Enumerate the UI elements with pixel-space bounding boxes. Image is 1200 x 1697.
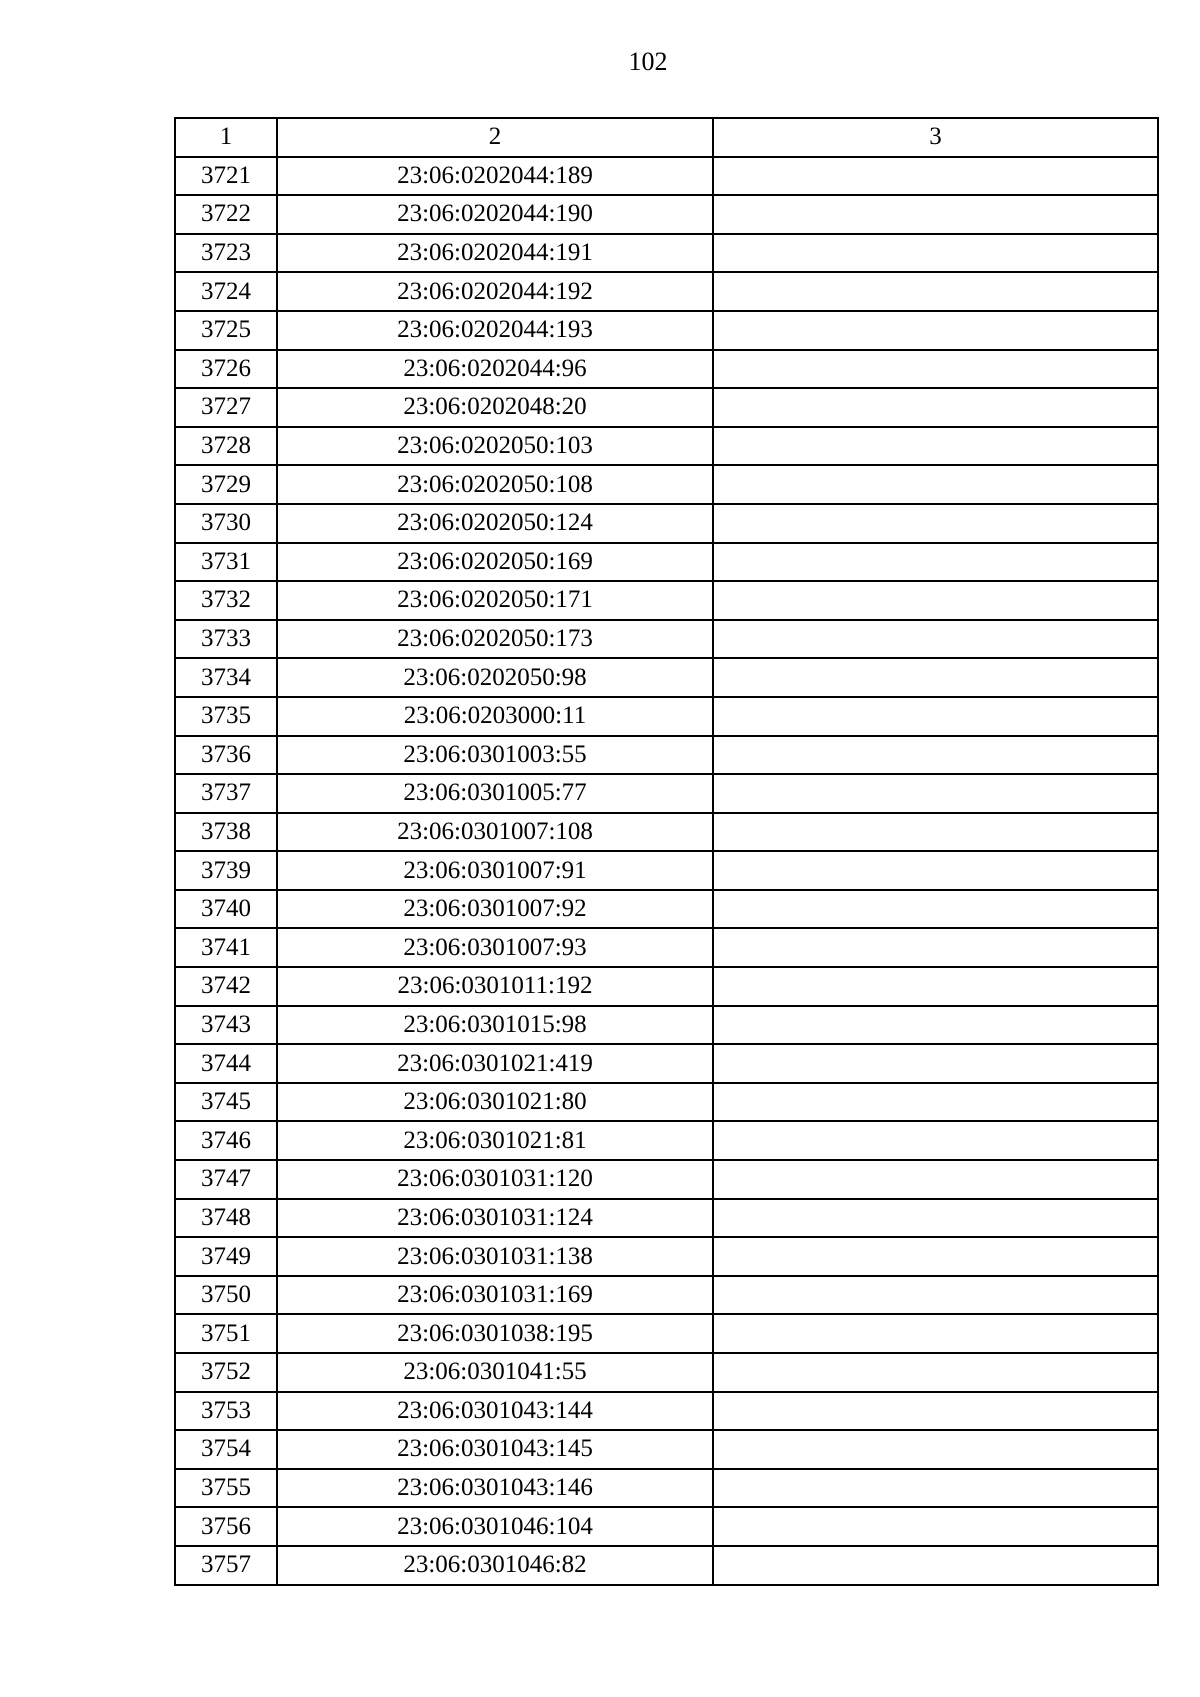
table-row bbox=[175, 350, 1158, 389]
row-number-cell: 3723 bbox=[175, 234, 277, 273]
table-row bbox=[175, 1392, 1158, 1431]
notes-cell bbox=[713, 1276, 1158, 1315]
cadastral-number-cell: 23:06:0301046:82 bbox=[277, 1546, 713, 1585]
row-number-cell: 3739 bbox=[175, 851, 277, 890]
table-row bbox=[175, 697, 1158, 736]
table-row bbox=[175, 465, 1158, 504]
table-row bbox=[175, 1237, 1158, 1276]
cadastral-number-cell: 23:06:0301031:120 bbox=[277, 1160, 713, 1199]
table-row bbox=[175, 1469, 1158, 1508]
row-number-cell: 3752 bbox=[175, 1353, 277, 1392]
table-row bbox=[175, 1276, 1158, 1315]
table-row bbox=[175, 1314, 1158, 1353]
page-number: 102 bbox=[628, 47, 668, 76]
row-number-cell: 3730 bbox=[175, 504, 277, 543]
notes-cell bbox=[713, 620, 1158, 659]
notes-cell bbox=[713, 1083, 1158, 1122]
cadastral-number-cell: 23:06:0301011:192 bbox=[277, 967, 713, 1006]
row-number-cell: 3736 bbox=[175, 736, 277, 775]
table-row bbox=[175, 851, 1158, 890]
table-row bbox=[175, 388, 1158, 427]
table-row bbox=[175, 1006, 1158, 1045]
cadastral-number-cell: 23:06:0301043:145 bbox=[277, 1430, 713, 1469]
cadastral-number-cell: 23:06:0202050:108 bbox=[277, 465, 713, 504]
row-number-cell: 3737 bbox=[175, 774, 277, 813]
notes-cell bbox=[713, 427, 1158, 466]
cadastral-number-cell: 23:06:0202050:124 bbox=[277, 504, 713, 543]
table-row bbox=[175, 1507, 1158, 1546]
table-body bbox=[175, 157, 1158, 1585]
notes-cell bbox=[713, 928, 1158, 967]
cadastral-number-cell: 23:06:0301043:146 bbox=[277, 1469, 713, 1508]
notes-cell bbox=[713, 658, 1158, 697]
cadastral-number-cell: 23:06:0301003:55 bbox=[277, 736, 713, 775]
table-row bbox=[175, 543, 1158, 582]
cadastral-number-cell: 23:06:0202050:171 bbox=[277, 581, 713, 620]
row-number-cell: 3740 bbox=[175, 890, 277, 929]
table-row bbox=[175, 272, 1158, 311]
column-header-1: 1 bbox=[175, 118, 277, 157]
table-row bbox=[175, 774, 1158, 813]
cadastral-number-cell: 23:06:0301007:92 bbox=[277, 890, 713, 929]
table-row bbox=[175, 1083, 1158, 1122]
notes-cell bbox=[713, 195, 1158, 234]
table-row bbox=[175, 195, 1158, 234]
cadastral-number-cell: 23:06:0202044:192 bbox=[277, 272, 713, 311]
row-number-cell: 3732 bbox=[175, 581, 277, 620]
notes-cell bbox=[713, 1199, 1158, 1238]
table-row bbox=[175, 581, 1158, 620]
cadastral-number-cell: 23:06:0202050:173 bbox=[277, 620, 713, 659]
column-header-2: 2 bbox=[277, 118, 713, 157]
table-row bbox=[175, 1044, 1158, 1083]
cadastral-number-cell: 23:06:0301046:104 bbox=[277, 1507, 713, 1546]
notes-cell bbox=[713, 157, 1158, 196]
table-row bbox=[175, 813, 1158, 852]
row-number-cell: 3731 bbox=[175, 543, 277, 582]
notes-cell bbox=[713, 774, 1158, 813]
table-row bbox=[175, 1430, 1158, 1469]
notes-cell bbox=[713, 1430, 1158, 1469]
notes-cell bbox=[713, 272, 1158, 311]
row-number-cell: 3733 bbox=[175, 620, 277, 659]
notes-cell bbox=[713, 736, 1158, 775]
notes-cell bbox=[713, 1160, 1158, 1199]
notes-cell bbox=[713, 697, 1158, 736]
cadastral-number-cell: 23:06:0301038:195 bbox=[277, 1314, 713, 1353]
row-number-cell: 3735 bbox=[175, 697, 277, 736]
table-row bbox=[175, 234, 1158, 273]
table-row bbox=[175, 1546, 1158, 1585]
row-number-cell: 3748 bbox=[175, 1199, 277, 1238]
row-number-cell: 3747 bbox=[175, 1160, 277, 1199]
notes-cell bbox=[713, 1044, 1158, 1083]
notes-cell bbox=[713, 388, 1158, 427]
notes-cell bbox=[713, 1392, 1158, 1431]
table-header-row bbox=[175, 118, 1158, 157]
table-row bbox=[175, 311, 1158, 350]
cadastral-number-cell: 23:06:0202044:193 bbox=[277, 311, 713, 350]
cadastral-number-cell: 23:06:0202050:103 bbox=[277, 427, 713, 466]
table-row bbox=[175, 1199, 1158, 1238]
cadastral-number-cell: 23:06:0301031:169 bbox=[277, 1276, 713, 1315]
notes-cell bbox=[713, 1237, 1158, 1276]
row-number-cell: 3741 bbox=[175, 928, 277, 967]
cadastral-number-cell: 23:06:0301007:93 bbox=[277, 928, 713, 967]
row-number-cell: 3738 bbox=[175, 813, 277, 852]
cadastral-number-cell: 23:06:0202048:20 bbox=[277, 388, 713, 427]
cadastral-number-cell: 23:06:0301007:91 bbox=[277, 851, 713, 890]
row-number-cell: 3726 bbox=[175, 350, 277, 389]
table-row bbox=[175, 1121, 1158, 1160]
cadastral-number-cell: 23:06:0202050:169 bbox=[277, 543, 713, 582]
notes-cell bbox=[713, 1314, 1158, 1353]
table-row bbox=[175, 890, 1158, 929]
notes-cell bbox=[713, 851, 1158, 890]
table-row bbox=[175, 1353, 1158, 1392]
cadastral-number-cell: 23:06:0203000:11 bbox=[277, 697, 713, 736]
notes-cell bbox=[713, 890, 1158, 929]
cadastral-number-cell: 23:06:0202044:191 bbox=[277, 234, 713, 273]
row-number-cell: 3757 bbox=[175, 1546, 277, 1585]
table-row bbox=[175, 736, 1158, 775]
row-number-cell: 3722 bbox=[175, 195, 277, 234]
cadastral-number-cell: 23:06:0301007:108 bbox=[277, 813, 713, 852]
row-number-cell: 3745 bbox=[175, 1083, 277, 1122]
table-row bbox=[175, 427, 1158, 466]
notes-cell bbox=[713, 1006, 1158, 1045]
cadastral-number-cell: 23:06:0301043:144 bbox=[277, 1392, 713, 1431]
cadastral-number-cell: 23:06:0301021:81 bbox=[277, 1121, 713, 1160]
cadastral-table bbox=[174, 117, 1159, 1586]
row-number-cell: 3751 bbox=[175, 1314, 277, 1353]
row-number-cell: 3721 bbox=[175, 157, 277, 196]
row-number-cell: 3746 bbox=[175, 1121, 277, 1160]
table-row bbox=[175, 504, 1158, 543]
notes-cell bbox=[713, 1469, 1158, 1508]
notes-cell bbox=[713, 504, 1158, 543]
row-number-cell: 3755 bbox=[175, 1469, 277, 1508]
row-number-cell: 3725 bbox=[175, 311, 277, 350]
cadastral-number-cell: 23:06:0202044:189 bbox=[277, 157, 713, 196]
row-number-cell: 3743 bbox=[175, 1006, 277, 1045]
row-number-cell: 3750 bbox=[175, 1276, 277, 1315]
cadastral-number-cell: 23:06:0301031:138 bbox=[277, 1237, 713, 1276]
cadastral-number-cell: 23:06:0301041:55 bbox=[277, 1353, 713, 1392]
notes-cell bbox=[713, 967, 1158, 1006]
table-row bbox=[175, 658, 1158, 697]
cadastral-number-cell: 23:06:0301031:124 bbox=[277, 1199, 713, 1238]
row-number-cell: 3744 bbox=[175, 1044, 277, 1083]
notes-cell bbox=[713, 813, 1158, 852]
cadastral-number-cell: 23:06:0202050:98 bbox=[277, 658, 713, 697]
notes-cell bbox=[713, 350, 1158, 389]
cadastral-number-cell: 23:06:0202044:96 bbox=[277, 350, 713, 389]
row-number-cell: 3753 bbox=[175, 1392, 277, 1431]
notes-cell bbox=[713, 311, 1158, 350]
table-row bbox=[175, 620, 1158, 659]
notes-cell bbox=[713, 1121, 1158, 1160]
notes-cell bbox=[713, 543, 1158, 582]
table-row bbox=[175, 157, 1158, 196]
row-number-cell: 3734 bbox=[175, 658, 277, 697]
cadastral-number-cell: 23:06:0301015:98 bbox=[277, 1006, 713, 1045]
notes-cell bbox=[713, 1546, 1158, 1585]
notes-cell bbox=[713, 581, 1158, 620]
table-row bbox=[175, 1160, 1158, 1199]
cadastral-number-cell: 23:06:0301005:77 bbox=[277, 774, 713, 813]
row-number-cell: 3727 bbox=[175, 388, 277, 427]
row-number-cell: 3728 bbox=[175, 427, 277, 466]
notes-cell bbox=[713, 234, 1158, 273]
row-number-cell: 3756 bbox=[175, 1507, 277, 1546]
row-number-cell: 3729 bbox=[175, 465, 277, 504]
row-number-cell: 3754 bbox=[175, 1430, 277, 1469]
cadastral-number-cell: 23:06:0202044:190 bbox=[277, 195, 713, 234]
row-number-cell: 3742 bbox=[175, 967, 277, 1006]
notes-cell bbox=[713, 465, 1158, 504]
notes-cell bbox=[713, 1353, 1158, 1392]
row-number-cell: 3724 bbox=[175, 272, 277, 311]
cadastral-number-cell: 23:06:0301021:80 bbox=[277, 1083, 713, 1122]
column-header-3: 3 bbox=[713, 118, 1158, 157]
table-row bbox=[175, 967, 1158, 1006]
cadastral-number-cell: 23:06:0301021:419 bbox=[277, 1044, 713, 1083]
notes-cell bbox=[713, 1507, 1158, 1546]
table-row bbox=[175, 928, 1158, 967]
row-number-cell: 3749 bbox=[175, 1237, 277, 1276]
